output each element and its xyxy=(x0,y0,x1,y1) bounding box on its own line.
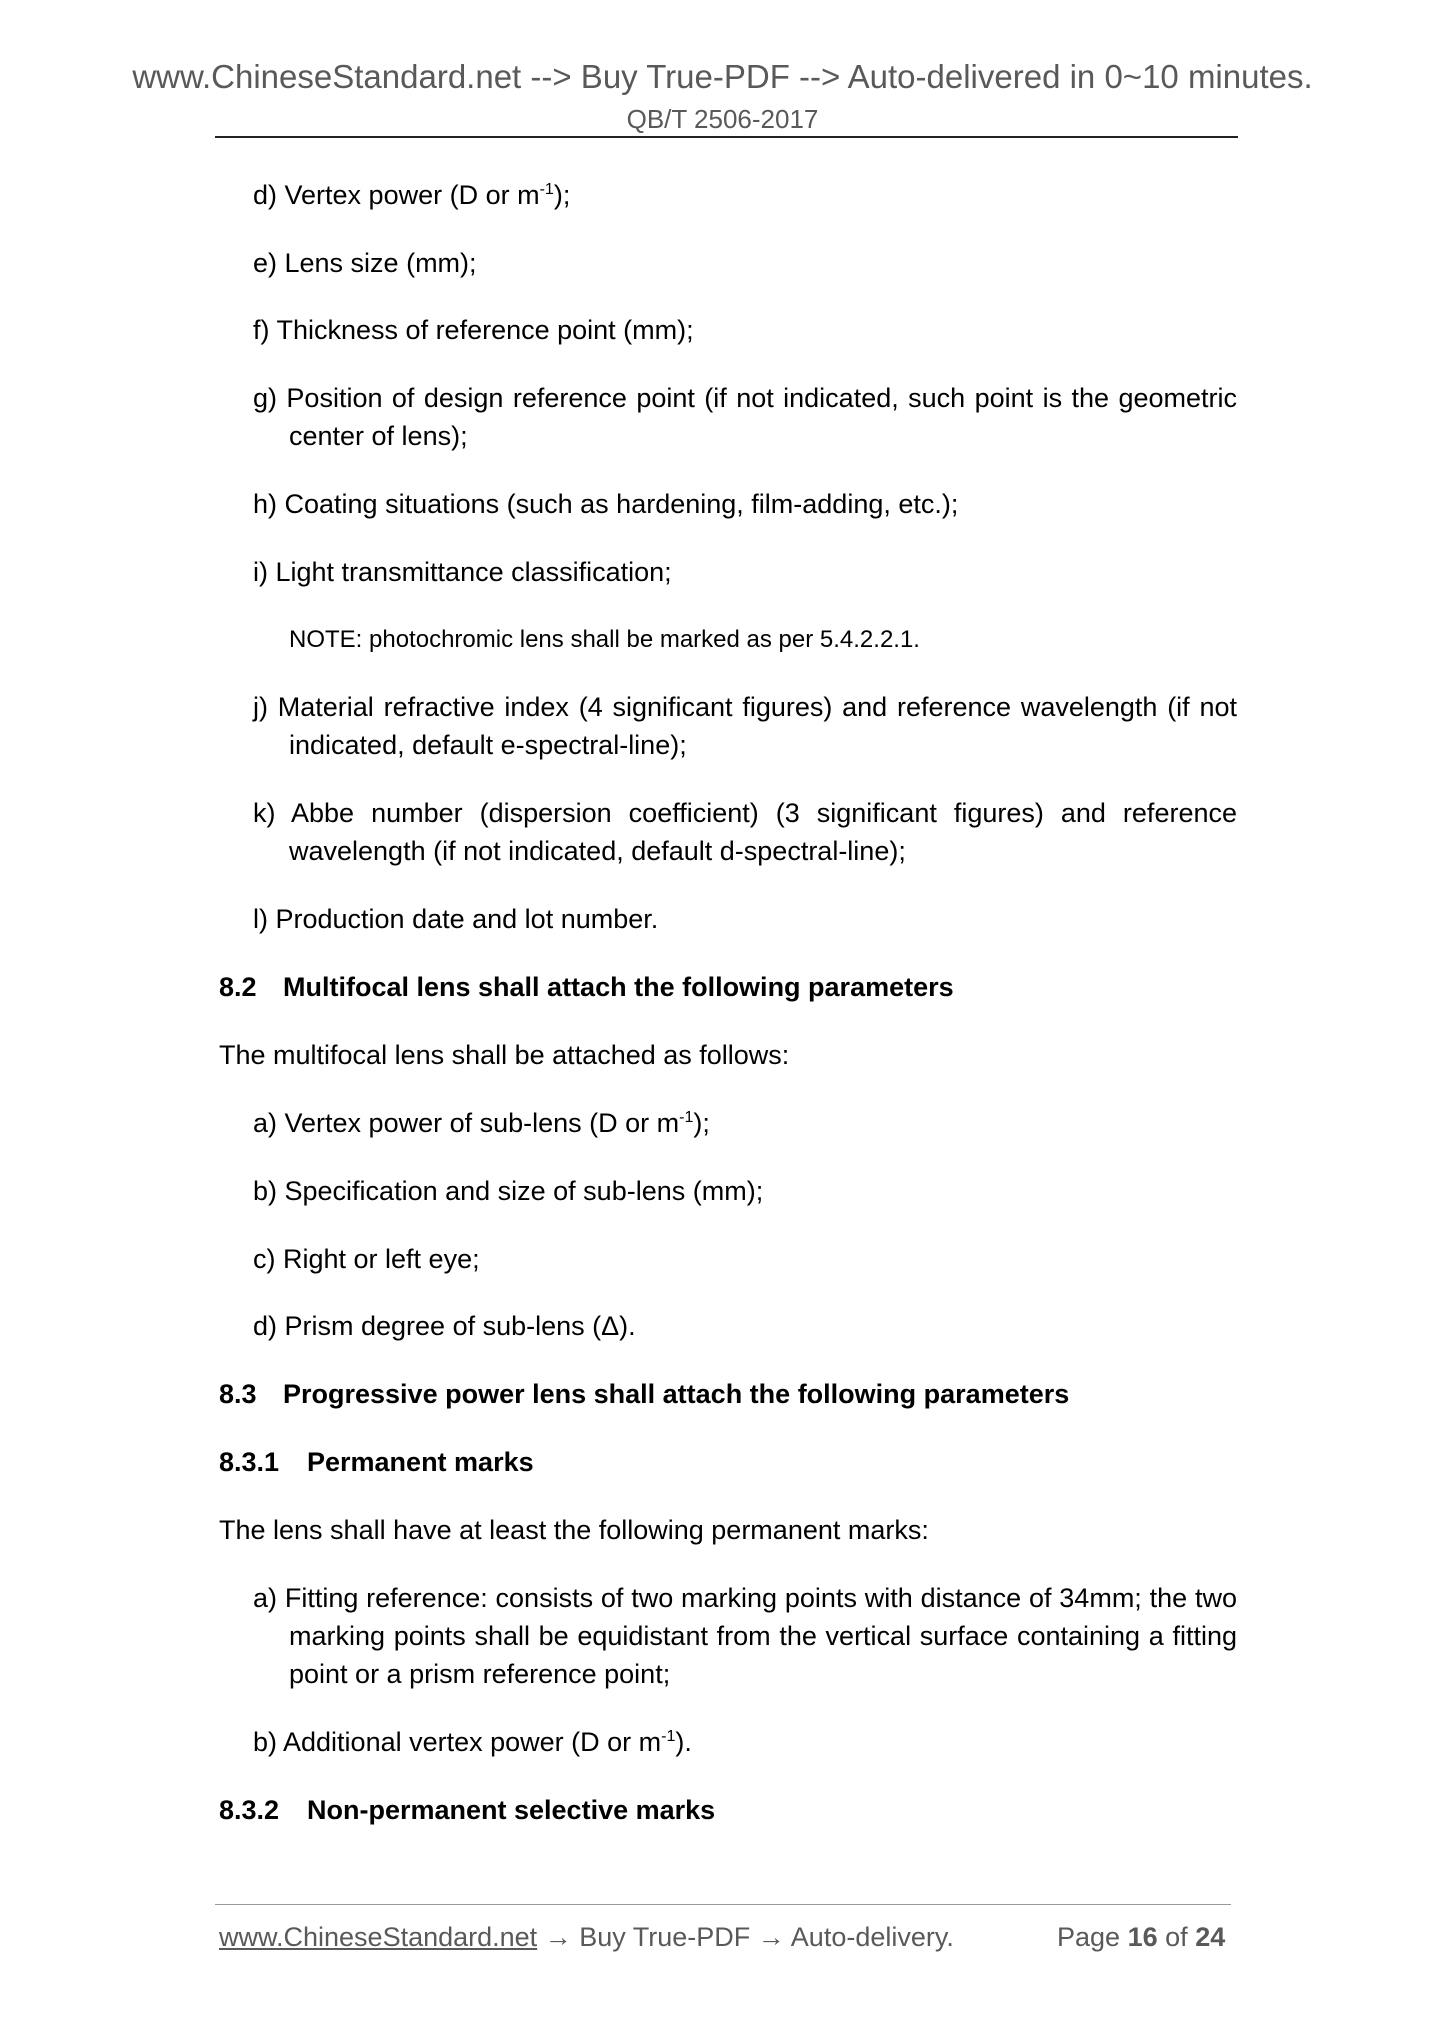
footer-buy-text: Buy True-PDF xyxy=(579,1922,751,1952)
section-8-3-heading: 8.3 Progressive power lens shall attach the following parameters xyxy=(219,1379,1070,1409)
multifocal-item-a: a) Vertex power of sub-lens (D or $m^{-1}$); xyxy=(253,1108,710,1138)
permanent-item-b: b) Additional vertex power (D or $m^{-1}$). xyxy=(253,1727,692,1757)
list-item-d: d) Vertex power (D or $m^{-1}$); xyxy=(253,180,571,210)
multifocal-item-d: d) Prism degree of sub-lens (Δ). xyxy=(253,1311,636,1341)
footer-divider xyxy=(215,1904,1231,1905)
note-text: NOTE: photochromic lens shall be marked as per 5.4.2.2.1. xyxy=(289,626,920,653)
arrow-right-icon: → xyxy=(757,1922,785,1952)
section-8-3-2-heading: 8.3.2 Non-permanent selective marks xyxy=(219,1795,716,1825)
multifocal-item-b: b) Specification and size of sub-lens (mm); xyxy=(253,1176,764,1206)
list-item-g-line2: center of lens); xyxy=(289,421,468,451)
header-divider xyxy=(215,136,1238,138)
arrow-right-icon: → xyxy=(544,1922,572,1952)
list-item-i: i) Light transmittance classification; xyxy=(253,557,672,587)
list-item-f: f) Thickness of reference point (mm); xyxy=(253,315,694,345)
footer-auto-text: Auto-delivery. xyxy=(790,1922,954,1952)
list-item-k-line1: k) Abbe number (dispersion coefficient) (3 significant figures) and reference xyxy=(253,798,1237,828)
multifocal-item-c: c) Right or left eye; xyxy=(253,1244,480,1274)
section-8-2-heading: 8.2 Multifocal lens shall attach the following parameters xyxy=(219,972,954,1002)
section-8-3-1-heading: 8.3.1 Permanent marks xyxy=(219,1447,534,1477)
list-item-k-line2: wavelength (if not indicated, default d-spectral-line); xyxy=(289,836,906,866)
section-8-2-intro: The multifocal lens shall be attached as follows: xyxy=(219,1040,790,1070)
list-item-j-line1: j) Material refractive index (4 significant figures) and reference wavelength (if not xyxy=(253,692,1237,722)
header-banner: www.ChineseStandard.net --> Buy True-PDF --> Auto-delivered in 0~10 minutes. xyxy=(132,58,1313,95)
section-8-3-1-intro: The lens shall have at least the following permanent marks: xyxy=(219,1515,929,1545)
footer-left xyxy=(219,1922,954,1953)
permanent-item-a-line3: point or a prism reference point; xyxy=(289,1659,671,1689)
standard-number: QB/T 2506-2017 xyxy=(626,104,819,134)
list-item-g-line1: g) Position of design reference point (if not indicated, such point is the geometric xyxy=(253,383,1237,413)
page-indicator: Page 16 of 24 xyxy=(1057,1922,1226,1952)
permanent-item-a-line2: marking points shall be equidistant from the vertical surface containing a fitting xyxy=(289,1621,1237,1651)
list-item-j-line2: indicated, default e-spectral-line); xyxy=(289,730,687,760)
list-item-l: l) Production date and lot number. xyxy=(253,904,659,934)
permanent-item-a-line1: a) Fitting reference: consists of two marking points with distance of 34mm; the two xyxy=(253,1583,1237,1613)
list-item-h: h) Coating situations (such as hardening, film-adding, etc.); xyxy=(253,489,959,519)
page-total: 24 xyxy=(1195,1922,1226,1952)
page-number: 16 xyxy=(1127,1922,1158,1952)
footer-link[interactable]: www.ChineseStandard.net xyxy=(219,1922,538,1952)
list-item-e: e) Lens size (mm); xyxy=(253,248,477,278)
